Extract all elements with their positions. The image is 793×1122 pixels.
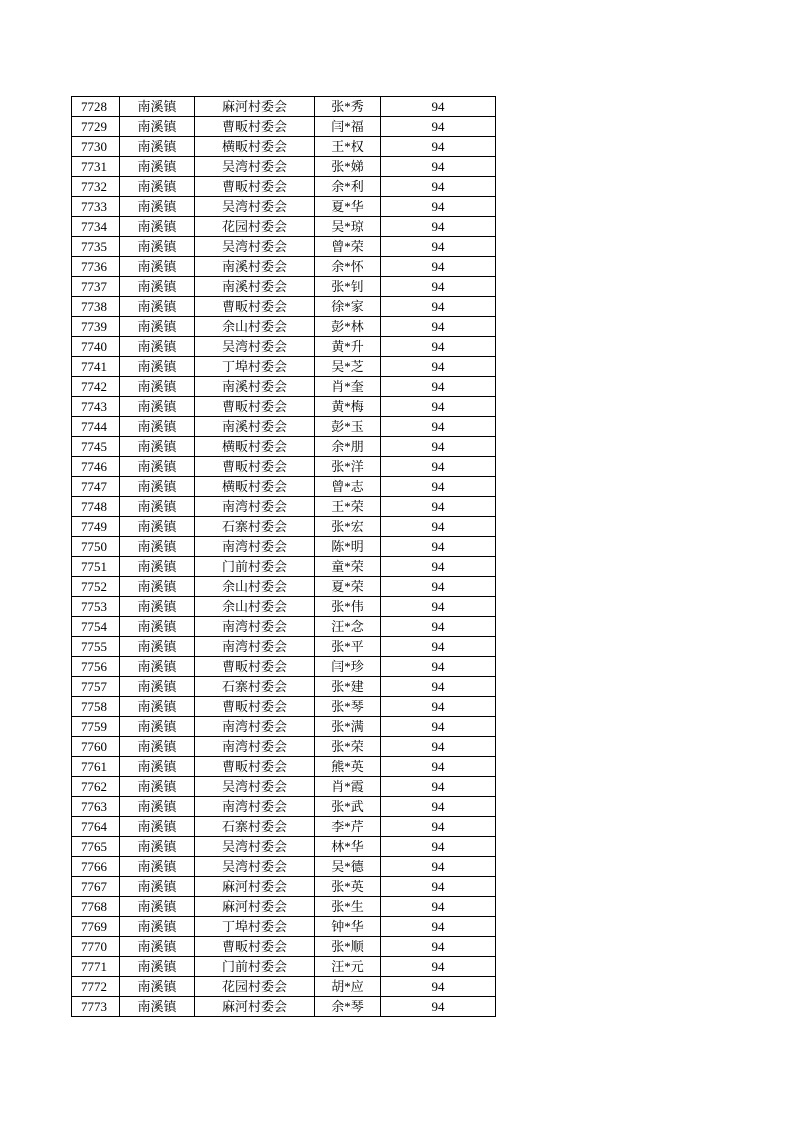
person-name-cell: 余*琴 xyxy=(315,997,381,1017)
person-name-cell: 闫*福 xyxy=(315,117,381,137)
town-cell: 南溪镇 xyxy=(120,417,195,437)
village-committee-cell: 石寨村委会 xyxy=(195,677,315,697)
score-cell: 94 xyxy=(381,197,496,217)
score-cell: 94 xyxy=(381,737,496,757)
person-name-cell: 闫*珍 xyxy=(315,657,381,677)
serial-number-cell: 7736 xyxy=(72,257,120,277)
serial-number-cell: 7772 xyxy=(72,977,120,997)
person-name-cell: 钟*华 xyxy=(315,917,381,937)
person-name-cell: 夏*华 xyxy=(315,197,381,217)
person-name-cell: 曾*志 xyxy=(315,477,381,497)
serial-number-cell: 7756 xyxy=(72,657,120,677)
town-cell: 南溪镇 xyxy=(120,97,195,117)
table-row xyxy=(72,237,496,257)
serial-number-cell: 7728 xyxy=(72,97,120,117)
town-cell: 南溪镇 xyxy=(120,217,195,237)
table-row xyxy=(72,217,496,237)
person-name-cell: 李*芹 xyxy=(315,817,381,837)
score-cell: 94 xyxy=(381,937,496,957)
serial-number-cell: 7765 xyxy=(72,837,120,857)
village-committee-cell: 南湾村委会 xyxy=(195,537,315,557)
score-cell: 94 xyxy=(381,957,496,977)
person-name-cell: 余*朋 xyxy=(315,437,381,457)
table-row xyxy=(72,897,496,917)
person-name-cell: 张*满 xyxy=(315,717,381,737)
person-name-cell: 彭*林 xyxy=(315,317,381,337)
serial-number-cell: 7760 xyxy=(72,737,120,757)
person-name-cell: 胡*应 xyxy=(315,977,381,997)
town-cell: 南溪镇 xyxy=(120,917,195,937)
village-committee-cell: 南湾村委会 xyxy=(195,617,315,637)
serial-number-cell: 7742 xyxy=(72,377,120,397)
serial-number-cell: 7731 xyxy=(72,157,120,177)
score-cell: 94 xyxy=(381,657,496,677)
score-cell: 94 xyxy=(381,437,496,457)
score-cell: 94 xyxy=(381,977,496,997)
town-cell: 南溪镇 xyxy=(120,157,195,177)
person-name-cell: 张*生 xyxy=(315,897,381,917)
village-committee-cell: 南湾村委会 xyxy=(195,497,315,517)
town-cell: 南溪镇 xyxy=(120,297,195,317)
table-row xyxy=(72,577,496,597)
person-name-cell: 曾*荣 xyxy=(315,237,381,257)
roster-table xyxy=(71,96,496,1017)
town-cell: 南溪镇 xyxy=(120,177,195,197)
serial-number-cell: 7767 xyxy=(72,877,120,897)
person-name-cell: 张*伟 xyxy=(315,597,381,617)
village-committee-cell: 吴湾村委会 xyxy=(195,777,315,797)
score-cell: 94 xyxy=(381,417,496,437)
table-row xyxy=(72,817,496,837)
village-committee-cell: 吴湾村委会 xyxy=(195,857,315,877)
table-row xyxy=(72,737,496,757)
table-row xyxy=(72,777,496,797)
table-row xyxy=(72,117,496,137)
village-committee-cell: 吴湾村委会 xyxy=(195,837,315,857)
person-name-cell: 陈*明 xyxy=(315,537,381,557)
town-cell: 南溪镇 xyxy=(120,757,195,777)
town-cell: 南溪镇 xyxy=(120,717,195,737)
person-name-cell: 张*娣 xyxy=(315,157,381,177)
serial-number-cell: 7735 xyxy=(72,237,120,257)
score-cell: 94 xyxy=(381,277,496,297)
serial-number-cell: 7753 xyxy=(72,597,120,617)
village-committee-cell: 南湾村委会 xyxy=(195,637,315,657)
table-row xyxy=(72,177,496,197)
town-cell: 南溪镇 xyxy=(120,237,195,257)
town-cell: 南溪镇 xyxy=(120,317,195,337)
table-row xyxy=(72,757,496,777)
person-name-cell: 张*宏 xyxy=(315,517,381,537)
score-cell: 94 xyxy=(381,497,496,517)
score-cell: 94 xyxy=(381,817,496,837)
score-cell: 94 xyxy=(381,357,496,377)
score-cell: 94 xyxy=(381,297,496,317)
serial-number-cell: 7755 xyxy=(72,637,120,657)
person-name-cell: 张*钊 xyxy=(315,277,381,297)
town-cell: 南溪镇 xyxy=(120,957,195,977)
town-cell: 南溪镇 xyxy=(120,257,195,277)
village-committee-cell: 南湾村委会 xyxy=(195,737,315,757)
town-cell: 南溪镇 xyxy=(120,277,195,297)
table-row xyxy=(72,617,496,637)
village-committee-cell: 南溪村委会 xyxy=(195,377,315,397)
score-cell: 94 xyxy=(381,137,496,157)
village-committee-cell: 麻河村委会 xyxy=(195,97,315,117)
serial-number-cell: 7745 xyxy=(72,437,120,457)
town-cell: 南溪镇 xyxy=(120,437,195,457)
town-cell: 南溪镇 xyxy=(120,937,195,957)
table-row xyxy=(72,417,496,437)
town-cell: 南溪镇 xyxy=(120,997,195,1017)
person-name-cell: 吴*琼 xyxy=(315,217,381,237)
village-committee-cell: 门前村委会 xyxy=(195,557,315,577)
score-cell: 94 xyxy=(381,117,496,137)
table-row xyxy=(72,877,496,897)
serial-number-cell: 7761 xyxy=(72,757,120,777)
table-row xyxy=(72,937,496,957)
village-committee-cell: 曹畈村委会 xyxy=(195,177,315,197)
serial-number-cell: 7773 xyxy=(72,997,120,1017)
town-cell: 南溪镇 xyxy=(120,577,195,597)
table-row xyxy=(72,377,496,397)
table-row xyxy=(72,837,496,857)
score-cell: 94 xyxy=(381,517,496,537)
village-committee-cell: 南湾村委会 xyxy=(195,797,315,817)
table-row xyxy=(72,637,496,657)
town-cell: 南溪镇 xyxy=(120,797,195,817)
person-name-cell: 黄*升 xyxy=(315,337,381,357)
village-committee-cell: 麻河村委会 xyxy=(195,997,315,1017)
serial-number-cell: 7734 xyxy=(72,217,120,237)
serial-number-cell: 7759 xyxy=(72,717,120,737)
serial-number-cell: 7741 xyxy=(72,357,120,377)
table-row xyxy=(72,337,496,357)
person-name-cell: 张*英 xyxy=(315,877,381,897)
person-name-cell: 林*华 xyxy=(315,837,381,857)
person-name-cell: 张*平 xyxy=(315,637,381,657)
serial-number-cell: 7770 xyxy=(72,937,120,957)
serial-number-cell: 7749 xyxy=(72,517,120,537)
serial-number-cell: 7732 xyxy=(72,177,120,197)
score-cell: 94 xyxy=(381,217,496,237)
score-cell: 94 xyxy=(381,397,496,417)
table-row xyxy=(72,297,496,317)
person-name-cell: 张*琴 xyxy=(315,697,381,717)
village-committee-cell: 花园村委会 xyxy=(195,977,315,997)
table-row xyxy=(72,137,496,157)
score-cell: 94 xyxy=(381,857,496,877)
serial-number-cell: 7730 xyxy=(72,137,120,157)
person-name-cell: 徐*家 xyxy=(315,297,381,317)
town-cell: 南溪镇 xyxy=(120,377,195,397)
village-committee-cell: 南湾村委会 xyxy=(195,717,315,737)
score-cell: 94 xyxy=(381,557,496,577)
town-cell: 南溪镇 xyxy=(120,777,195,797)
person-name-cell: 童*荣 xyxy=(315,557,381,577)
town-cell: 南溪镇 xyxy=(120,857,195,877)
serial-number-cell: 7769 xyxy=(72,917,120,937)
serial-number-cell: 7764 xyxy=(72,817,120,837)
table-row xyxy=(72,397,496,417)
village-committee-cell: 花园村委会 xyxy=(195,217,315,237)
serial-number-cell: 7771 xyxy=(72,957,120,977)
person-name-cell: 肖*霞 xyxy=(315,777,381,797)
table-row xyxy=(72,257,496,277)
person-name-cell: 张*建 xyxy=(315,677,381,697)
person-name-cell: 肖*奎 xyxy=(315,377,381,397)
person-name-cell: 熊*英 xyxy=(315,757,381,777)
score-cell: 94 xyxy=(381,257,496,277)
person-name-cell: 汪*念 xyxy=(315,617,381,637)
table-row xyxy=(72,557,496,577)
town-cell: 南溪镇 xyxy=(120,897,195,917)
village-committee-cell: 曹畈村委会 xyxy=(195,457,315,477)
table-row xyxy=(72,157,496,177)
village-committee-cell: 吴湾村委会 xyxy=(195,237,315,257)
score-cell: 94 xyxy=(381,577,496,597)
table-row xyxy=(72,537,496,557)
score-cell: 94 xyxy=(381,97,496,117)
village-committee-cell: 余山村委会 xyxy=(195,317,315,337)
town-cell: 南溪镇 xyxy=(120,397,195,417)
town-cell: 南溪镇 xyxy=(120,497,195,517)
town-cell: 南溪镇 xyxy=(120,597,195,617)
town-cell: 南溪镇 xyxy=(120,737,195,757)
village-committee-cell: 余山村委会 xyxy=(195,597,315,617)
town-cell: 南溪镇 xyxy=(120,837,195,857)
person-name-cell: 吴*芝 xyxy=(315,357,381,377)
town-cell: 南溪镇 xyxy=(120,197,195,217)
table-row xyxy=(72,797,496,817)
town-cell: 南溪镇 xyxy=(120,617,195,637)
table-row xyxy=(72,517,496,537)
score-cell: 94 xyxy=(381,797,496,817)
village-committee-cell: 丁埠村委会 xyxy=(195,917,315,937)
serial-number-cell: 7750 xyxy=(72,537,120,557)
village-committee-cell: 石寨村委会 xyxy=(195,817,315,837)
village-committee-cell: 南溪村委会 xyxy=(195,277,315,297)
town-cell: 南溪镇 xyxy=(120,877,195,897)
table-row xyxy=(72,497,496,517)
serial-number-cell: 7758 xyxy=(72,697,120,717)
town-cell: 南溪镇 xyxy=(120,657,195,677)
village-committee-cell: 曹畈村委会 xyxy=(195,297,315,317)
serial-number-cell: 7754 xyxy=(72,617,120,637)
person-name-cell: 汪*元 xyxy=(315,957,381,977)
score-cell: 94 xyxy=(381,617,496,637)
table-row xyxy=(72,717,496,737)
serial-number-cell: 7744 xyxy=(72,417,120,437)
score-cell: 94 xyxy=(381,677,496,697)
village-committee-cell: 曹畈村委会 xyxy=(195,117,315,137)
score-cell: 94 xyxy=(381,997,496,1017)
town-cell: 南溪镇 xyxy=(120,457,195,477)
table-row xyxy=(72,277,496,297)
village-committee-cell: 曹畈村委会 xyxy=(195,937,315,957)
village-committee-cell: 丁埠村委会 xyxy=(195,357,315,377)
town-cell: 南溪镇 xyxy=(120,517,195,537)
score-cell: 94 xyxy=(381,597,496,617)
serial-number-cell: 7766 xyxy=(72,857,120,877)
town-cell: 南溪镇 xyxy=(120,537,195,557)
score-cell: 94 xyxy=(381,877,496,897)
village-committee-cell: 横畈村委会 xyxy=(195,477,315,497)
village-committee-cell: 余山村委会 xyxy=(195,577,315,597)
village-committee-cell: 曹畈村委会 xyxy=(195,757,315,777)
score-cell: 94 xyxy=(381,537,496,557)
score-cell: 94 xyxy=(381,177,496,197)
score-cell: 94 xyxy=(381,157,496,177)
village-committee-cell: 曹畈村委会 xyxy=(195,657,315,677)
serial-number-cell: 7739 xyxy=(72,317,120,337)
village-committee-cell: 南溪村委会 xyxy=(195,417,315,437)
score-cell: 94 xyxy=(381,717,496,737)
serial-number-cell: 7733 xyxy=(72,197,120,217)
village-committee-cell: 吴湾村委会 xyxy=(195,197,315,217)
village-committee-cell: 横畈村委会 xyxy=(195,137,315,157)
town-cell: 南溪镇 xyxy=(120,477,195,497)
score-cell: 94 xyxy=(381,457,496,477)
roster-table-body xyxy=(72,97,496,1017)
serial-number-cell: 7757 xyxy=(72,677,120,697)
score-cell: 94 xyxy=(381,917,496,937)
table-row xyxy=(72,997,496,1017)
town-cell: 南溪镇 xyxy=(120,117,195,137)
village-committee-cell: 门前村委会 xyxy=(195,957,315,977)
village-committee-cell: 麻河村委会 xyxy=(195,877,315,897)
table-row xyxy=(72,957,496,977)
table-row xyxy=(72,437,496,457)
person-name-cell: 张*洋 xyxy=(315,457,381,477)
table-row xyxy=(72,317,496,337)
village-committee-cell: 吴湾村委会 xyxy=(195,337,315,357)
village-committee-cell: 曹畈村委会 xyxy=(195,397,315,417)
person-name-cell: 黄*梅 xyxy=(315,397,381,417)
table-row xyxy=(72,857,496,877)
person-name-cell: 王*权 xyxy=(315,137,381,157)
serial-number-cell: 7737 xyxy=(72,277,120,297)
serial-number-cell: 7738 xyxy=(72,297,120,317)
table-row xyxy=(72,197,496,217)
person-name-cell: 吴*德 xyxy=(315,857,381,877)
serial-number-cell: 7751 xyxy=(72,557,120,577)
town-cell: 南溪镇 xyxy=(120,557,195,577)
person-name-cell: 余*利 xyxy=(315,177,381,197)
score-cell: 94 xyxy=(381,637,496,657)
serial-number-cell: 7746 xyxy=(72,457,120,477)
table-row xyxy=(72,597,496,617)
score-cell: 94 xyxy=(381,377,496,397)
town-cell: 南溪镇 xyxy=(120,337,195,357)
serial-number-cell: 7752 xyxy=(72,577,120,597)
table-row xyxy=(72,97,496,117)
town-cell: 南溪镇 xyxy=(120,677,195,697)
table-row xyxy=(72,477,496,497)
table-row xyxy=(72,357,496,377)
table-row xyxy=(72,457,496,477)
town-cell: 南溪镇 xyxy=(120,697,195,717)
serial-number-cell: 7768 xyxy=(72,897,120,917)
serial-number-cell: 7743 xyxy=(72,397,120,417)
score-cell: 94 xyxy=(381,477,496,497)
person-name-cell: 余*怀 xyxy=(315,257,381,277)
serial-number-cell: 7762 xyxy=(72,777,120,797)
village-committee-cell: 吴湾村委会 xyxy=(195,157,315,177)
score-cell: 94 xyxy=(381,317,496,337)
serial-number-cell: 7740 xyxy=(72,337,120,357)
score-cell: 94 xyxy=(381,337,496,357)
town-cell: 南溪镇 xyxy=(120,357,195,377)
person-name-cell: 王*荣 xyxy=(315,497,381,517)
village-committee-cell: 横畈村委会 xyxy=(195,437,315,457)
table-row xyxy=(72,657,496,677)
table-row xyxy=(72,697,496,717)
table-row xyxy=(72,677,496,697)
score-cell: 94 xyxy=(381,757,496,777)
person-name-cell: 张*秀 xyxy=(315,97,381,117)
score-cell: 94 xyxy=(381,837,496,857)
town-cell: 南溪镇 xyxy=(120,137,195,157)
serial-number-cell: 7763 xyxy=(72,797,120,817)
village-committee-cell: 南溪村委会 xyxy=(195,257,315,277)
village-committee-cell: 石寨村委会 xyxy=(195,517,315,537)
town-cell: 南溪镇 xyxy=(120,977,195,997)
town-cell: 南溪镇 xyxy=(120,637,195,657)
person-name-cell: 张*武 xyxy=(315,797,381,817)
score-cell: 94 xyxy=(381,897,496,917)
person-name-cell: 夏*荣 xyxy=(315,577,381,597)
serial-number-cell: 7748 xyxy=(72,497,120,517)
table-row xyxy=(72,917,496,937)
serial-number-cell: 7747 xyxy=(72,477,120,497)
score-cell: 94 xyxy=(381,237,496,257)
score-cell: 94 xyxy=(381,697,496,717)
person-name-cell: 张*顺 xyxy=(315,937,381,957)
village-committee-cell: 麻河村委会 xyxy=(195,897,315,917)
town-cell: 南溪镇 xyxy=(120,817,195,837)
village-committee-cell: 曹畈村委会 xyxy=(195,697,315,717)
table-row xyxy=(72,977,496,997)
person-name-cell: 张*荣 xyxy=(315,737,381,757)
serial-number-cell: 7729 xyxy=(72,117,120,137)
person-name-cell: 彭*玉 xyxy=(315,417,381,437)
score-cell: 94 xyxy=(381,777,496,797)
